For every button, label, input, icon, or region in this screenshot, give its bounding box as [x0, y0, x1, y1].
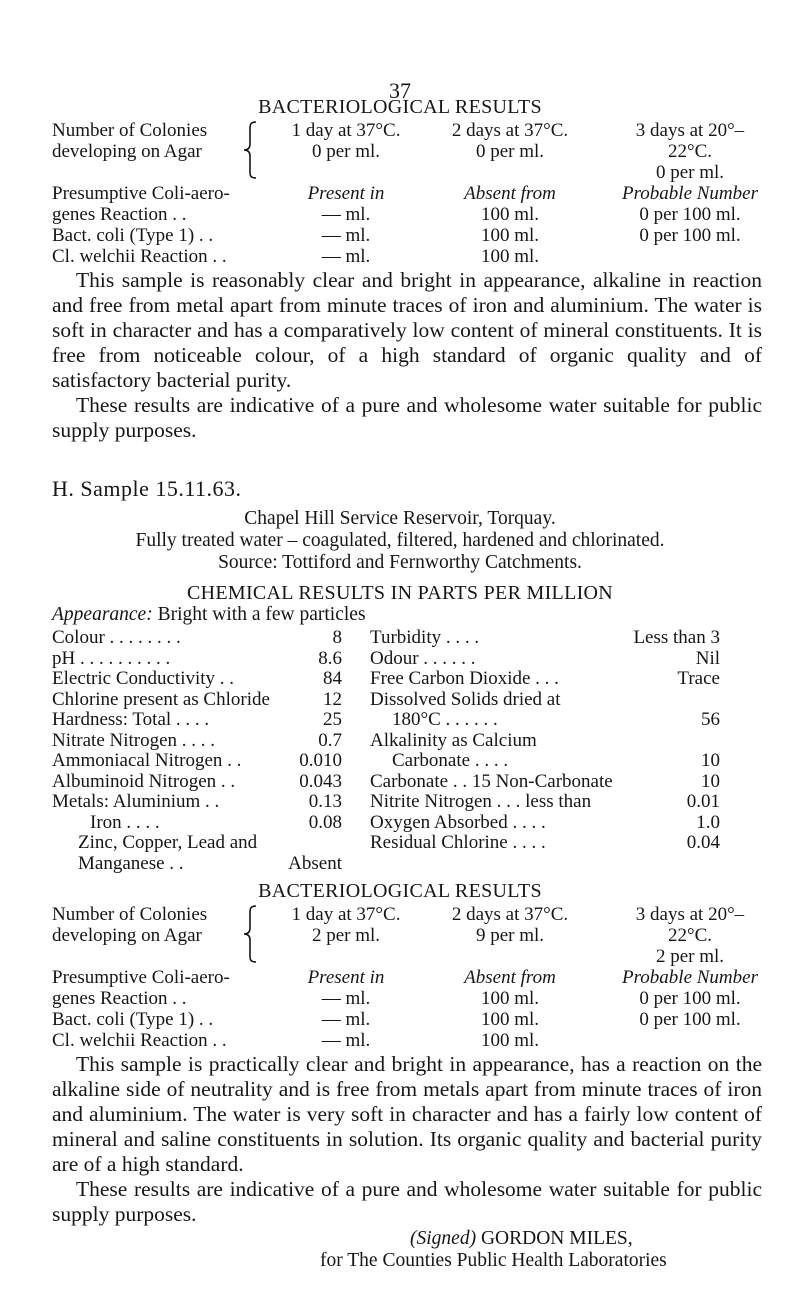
chemical-label: Carbonate . . 15 Non-Carbonate: [370, 770, 613, 792]
chemical-label: Nitrate Nitrogen . . . .: [52, 729, 216, 751]
present-value: — ml.: [321, 988, 371, 1009]
chemical-label: pH . . . . . . . . . .: [52, 647, 171, 669]
absent-value: 100 ml.: [480, 246, 540, 267]
chemical-row: [0, 628, 720, 649]
presumptive-label: Presumptive Coli-aero-: [52, 183, 230, 204]
bact-row: [52, 946, 762, 967]
chemical-value: 10: [701, 750, 720, 771]
chemical-label: Turbidity . . . .: [370, 627, 480, 648]
chemical-value: 1.0: [696, 811, 720, 833]
signature-line: [410, 1228, 633, 1250]
col1-value: 0 per ml.: [311, 141, 381, 162]
sample-heading: H. Sample 15.11.63.: [52, 476, 242, 501]
chemical-label: Dissolved Solids dried at: [370, 688, 561, 710]
presumptive-label: genes Reaction . .: [52, 204, 187, 225]
row-label: Bact. coli (Type 1) . .: [52, 1009, 214, 1030]
chemical-value: 0.04: [686, 832, 720, 853]
chemical-value: 0.043: [299, 770, 342, 792]
chemical-label: Ammoniacal Nitrogen . .: [52, 750, 242, 771]
chemical-label: Iron . . . .: [90, 811, 160, 833]
chemical-row: [52, 854, 772, 875]
welchii-label: Cl. welchii Reaction . .: [52, 246, 227, 267]
chemical-label: Nitrite Nitrogen . . . less than: [370, 791, 592, 812]
probable-value: Probable Number: [622, 967, 758, 988]
chemical-row: [0, 710, 720, 731]
treatment-line: Fully treated water – coagulated, filtered, hardened and chlorinated.: [135, 530, 665, 551]
paragraph-1: [52, 268, 762, 443]
chemical-row: [0, 833, 720, 854]
present-value: — ml.: [321, 1009, 371, 1030]
chemical-label: Free Carbon Dioxide . . .: [370, 668, 559, 689]
absent-from-header: Absent from: [464, 183, 556, 204]
chemical-row: [0, 813, 720, 834]
chemical-value: 0.13: [308, 791, 342, 812]
chemical-right-column: [0, 628, 720, 854]
present-value: — ml.: [321, 225, 371, 246]
row-label: Cl. welchii Reaction . .: [52, 1030, 227, 1051]
col3-header: 3 days at 20°–: [635, 120, 745, 141]
bacteriological-heading-2: BACTERIOLOGICAL RESULTS: [258, 880, 542, 902]
row-label: Presumptive Coli-aero-: [52, 967, 230, 988]
chemical-label: Zinc, Copper, Lead and: [78, 832, 258, 853]
paragraph-text: These results are indicative of a pure and wholesome water suitable for public supply purposes.: [52, 1177, 762, 1226]
location-line: Chapel Hill Service Reservoir, Torquay.: [244, 508, 556, 529]
colonies-label: Number of Colonies: [52, 904, 208, 925]
appearance-value: Bright with a few particles: [157, 604, 366, 625]
chemical-label: Chlorine present as Chloride: [52, 688, 270, 710]
signatory-name: GORDON MILES,: [480, 1228, 633, 1249]
chemical-value: 8: [332, 627, 342, 648]
chemical-value: Less than 3: [633, 627, 720, 648]
col1-value: 2 per ml.: [311, 925, 381, 946]
chemical-label: Manganese . .: [78, 852, 184, 874]
col1-header: 1 day at 37°C.: [291, 120, 401, 141]
chemical-label: Albuminoid Nitrogen . .: [52, 770, 236, 792]
bacteriological-table-1: [52, 120, 762, 267]
chemical-value: 25: [323, 709, 342, 730]
chemical-value: 0.7: [318, 729, 342, 751]
present-value: Present in: [307, 967, 385, 988]
appearance-line: [52, 604, 366, 626]
present-value: — ml.: [321, 246, 371, 267]
chemical-label: Oxygen Absorbed . . . .: [370, 811, 546, 833]
chemical-value: 0.08: [308, 811, 342, 833]
probable-value: 2 per ml.: [655, 946, 725, 967]
col3-header: 22°C.: [667, 925, 713, 946]
chemical-label: Carbonate . . . .: [392, 750, 509, 771]
chemical-row: [0, 751, 720, 772]
absent-value: 100 ml.: [480, 1009, 540, 1030]
bact-row: [52, 967, 762, 988]
absent-value: Absent from: [464, 967, 556, 988]
chemical-row: [0, 690, 720, 711]
col3-value: 0 per ml.: [655, 162, 725, 183]
chemical-label: Odour . . . . . .: [370, 647, 476, 669]
paragraph-text: This sample is reasonably clear and bright in appearance, alkaline in reaction and free from metal apart from minute traces of iron and aluminium. The water is soft in character and has a comparatively low content of mineral constituents. It is free from noticeable colour, of a high standard of organic quality and of satisfactory bacterial purity.: [52, 268, 762, 392]
chemical-row: [0, 772, 720, 793]
chemical-label: Electric Conductivity . .: [52, 668, 235, 689]
colonies-label: developing on Agar: [52, 925, 202, 946]
bact-row: [52, 988, 762, 1009]
chemical-value: Nil: [695, 647, 720, 669]
chemical-value: Trace: [677, 668, 720, 689]
chemical-label: Metals: Aluminium . .: [52, 791, 220, 812]
chemical-value: 10: [701, 770, 720, 792]
col3-header: 3 days at 20°–: [635, 904, 745, 925]
chemical-value: 12: [323, 688, 342, 710]
col2-header: 2 days at 37°C.: [451, 904, 569, 925]
chemical-label: Residual Chlorine . . . .: [370, 832, 546, 853]
col1-header: 1 day at 37°C.: [291, 904, 401, 925]
paragraph-2: [52, 1052, 762, 1227]
bact-row: [52, 1009, 762, 1030]
chemical-value: Absent: [288, 852, 342, 874]
col2-header: 2 days at 37°C.: [451, 120, 569, 141]
chemical-label: 180°C . . . . . .: [392, 709, 498, 730]
probable-value: 0 per 100 ml.: [639, 1009, 741, 1030]
chemical-row: [0, 731, 720, 752]
chemical-value: 56: [701, 709, 720, 730]
source-line: Source: Tottiford and Fernworthy Catchments.: [218, 552, 582, 573]
chemical-value: 8.6: [318, 647, 342, 669]
col3-header: 22°C.: [667, 141, 713, 162]
probable-value: 0 per 100 ml.: [639, 988, 741, 1009]
appearance-label: Appearance:: [52, 604, 153, 625]
absent-value: 100 ml.: [480, 204, 540, 225]
chemical-label: Alkalinity as Calcium: [370, 729, 537, 751]
bacteriological-table-2: [52, 904, 762, 1051]
colonies-label: developing on Agar: [52, 141, 202, 162]
col2-value: 9 per ml.: [475, 925, 545, 946]
bact-coli-label: Bact. coli (Type 1) . .: [52, 225, 214, 246]
probable-value: 0 per 100 ml.: [639, 225, 741, 246]
probable-number-header: Probable Number: [622, 183, 758, 204]
chemical-row: [0, 669, 720, 690]
paragraph-text: This sample is practically clear and bright in appearance, has a reaction on the alkaline side of neutrality and is free from metals apart from minute traces of iron and aluminium. The water is very soft in character and has a fairly low content of mineral and saline constituents in solution. Its organic quality and bacterial purity are of a high standard.: [52, 1052, 762, 1176]
probable-value: 0 per 100 ml.: [639, 204, 741, 225]
signatory-org: for The Counties Public Health Laboratories: [320, 1250, 667, 1271]
bact-row: [52, 1030, 762, 1051]
signed-label: (Signed): [410, 1228, 477, 1249]
chemical-heading: CHEMICAL RESULTS IN PARTS PER MILLION: [186, 582, 614, 604]
col2-value: 0 per ml.: [475, 141, 545, 162]
present-in-header: Present in: [307, 183, 385, 204]
chemical-value: 0.01: [686, 791, 720, 812]
bacteriological-heading-1: BACTERIOLOGICAL RESULTS: [258, 96, 542, 118]
chemical-row: [0, 649, 720, 670]
chemical-value: 0.010: [299, 750, 342, 771]
row-label: genes Reaction . .: [52, 988, 187, 1009]
chemical-value: 84: [323, 668, 342, 689]
absent-value: 100 ml.: [480, 988, 540, 1009]
colonies-label: Number of Colonies: [52, 120, 208, 141]
absent-value: 100 ml.: [480, 1030, 540, 1051]
absent-value: 100 ml.: [480, 225, 540, 246]
page-number: 37: [389, 78, 411, 103]
chemical-label: Colour . . . . . . . .: [52, 627, 181, 648]
chemical-label: Hardness: Total . . . .: [52, 709, 210, 730]
chemical-row: [0, 792, 720, 813]
present-value: — ml.: [321, 204, 371, 225]
present-value: — ml.: [321, 1030, 371, 1051]
paragraph-text: These results are indicative of a pure and wholesome water suitable for public supply purposes.: [52, 393, 762, 442]
